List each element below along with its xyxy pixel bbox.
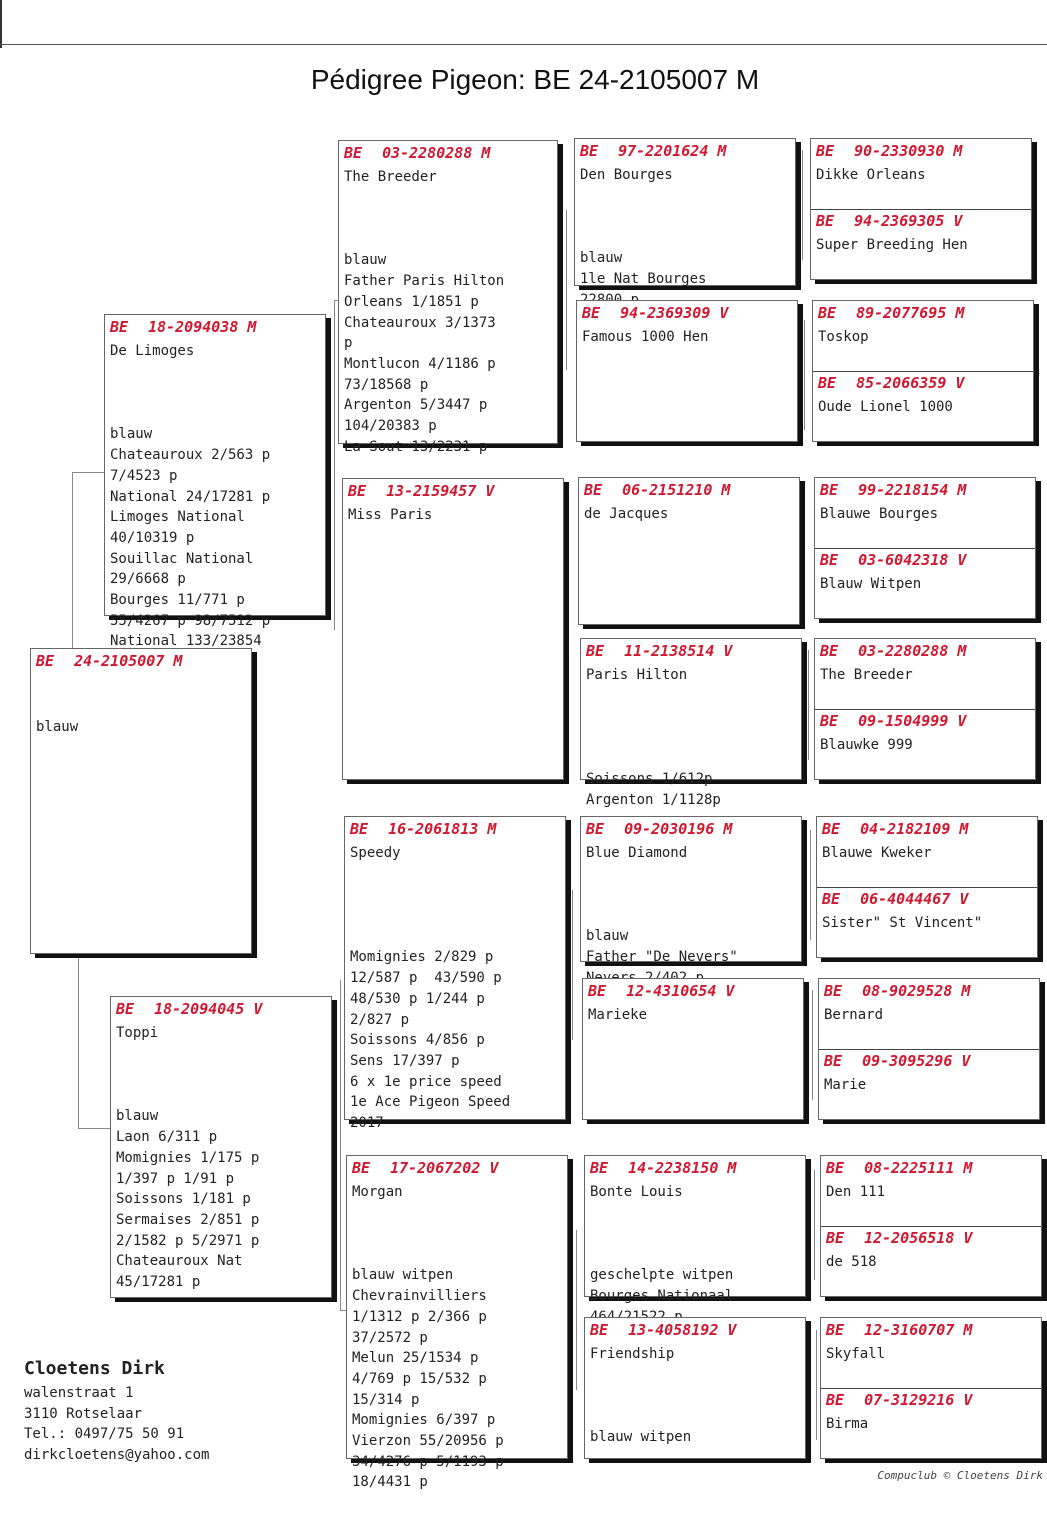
ring-number: BE 12-3160707 M bbox=[826, 1321, 973, 1339]
ring-number: BE 06-4044467 V bbox=[822, 890, 969, 908]
pigeon-name: de 518 bbox=[826, 1254, 877, 1270]
top-rule bbox=[0, 44, 1047, 45]
pigeon-name: Oude Lionel 1000 bbox=[818, 399, 953, 415]
pigeon-name: Blauwe Kweker bbox=[822, 845, 932, 861]
connector bbox=[802, 150, 803, 260]
pigeon-name: The Breeder bbox=[820, 667, 913, 683]
owner-city: 3110 Rotselaar bbox=[24, 1405, 143, 1422]
pigeon-name: De Limoges bbox=[110, 343, 195, 359]
connector bbox=[812, 990, 813, 1100]
ring-number: BE 94-2369309 V bbox=[582, 304, 729, 322]
connector bbox=[808, 650, 809, 760]
great-grandparent-card bbox=[574, 138, 796, 286]
connector bbox=[78, 1128, 112, 1129]
great-grandparent-card bbox=[578, 477, 800, 625]
divider bbox=[815, 709, 1035, 710]
ring-number: BE 18-2094038 M bbox=[110, 318, 257, 336]
ring-number: BE 08-9029528 M bbox=[824, 982, 971, 1000]
performance-lines: blauw Father "De Nevers" bbox=[586, 928, 738, 966]
pigeon-name: Blauw Witpen bbox=[820, 576, 922, 592]
divider bbox=[815, 548, 1035, 549]
gen5-pair-card bbox=[814, 477, 1036, 619]
ring-number: BE 04-2182109 M bbox=[822, 820, 969, 838]
gen5-pair-card bbox=[820, 1317, 1042, 1459]
pigeon-name: Den 111 bbox=[826, 1184, 886, 1200]
connector bbox=[814, 1170, 815, 1280]
performance-lines: blauw 1le Nat Bourges bbox=[580, 250, 707, 288]
ring-number: BE 12-2056518 V bbox=[826, 1229, 973, 1247]
performance-lines: blauw witpen bbox=[590, 1429, 692, 1446]
pigeon-name: Toskop bbox=[818, 329, 869, 345]
divider bbox=[821, 1388, 1041, 1389]
pigeon-name: de Jacques bbox=[584, 506, 669, 522]
ring-number: BE 11-2138514 V bbox=[586, 642, 733, 660]
pigeon-name: Paris Hilton bbox=[586, 667, 688, 683]
pigeon-name: Speedy bbox=[350, 845, 401, 861]
great-grandparent-card bbox=[580, 816, 802, 966]
divider bbox=[813, 371, 1033, 372]
connector bbox=[340, 980, 341, 1310]
pigeon-name: Bonte Louis bbox=[590, 1184, 683, 1200]
divider bbox=[811, 209, 1031, 210]
pigeon-name: Super Breeding Hen bbox=[816, 237, 968, 253]
performance-lines: Soissons 1/612p Argenton 1/1128p bbox=[586, 771, 721, 809]
pigeon-name: Dikke Orleans bbox=[816, 167, 926, 183]
pigeon-name: Toppi bbox=[116, 1025, 159, 1041]
performance-lines: blauw witpen Chevrainvilliers 1/1312 p 2/366 p 37/2572 p Melun 25/1534 p 4/769 p 15/532 p 15/314 p Momignies 6/397 p Vierzon 55/20956 p 34/4276 p 5/1193 p 18/4431 p bbox=[352, 1267, 504, 1491]
dam-card bbox=[110, 996, 332, 1298]
pigeon-name: The Breeder bbox=[344, 169, 437, 185]
owner-name: Cloetens Dirk bbox=[24, 1358, 165, 1379]
subject-lines: blauw bbox=[36, 719, 79, 735]
gen5-pair-card bbox=[820, 1155, 1042, 1297]
connector bbox=[816, 1330, 817, 1440]
grandparent-card bbox=[342, 478, 564, 780]
performance-lines: geschelpte witpen Bourges Nationaal bbox=[590, 1267, 734, 1305]
owner-phone: Tel.: 0497/75 50 91 bbox=[24, 1426, 185, 1442]
pigeon-name: Marie bbox=[824, 1077, 867, 1093]
top-left-bar bbox=[0, 0, 2, 48]
pigeon-name: Blauwe Bourges bbox=[820, 506, 939, 522]
connector bbox=[572, 890, 573, 1040]
ring-number: BE 09-1504999 V bbox=[820, 712, 967, 730]
ring-number: BE 99-2218154 M bbox=[820, 481, 967, 499]
pigeon-name: Sister" St Vincent" bbox=[822, 915, 983, 931]
ring-number: BE 03-2280288 M bbox=[344, 144, 491, 162]
divider bbox=[817, 887, 1037, 888]
divider bbox=[819, 1049, 1039, 1050]
ring-number: BE 16-2061813 M bbox=[350, 820, 497, 838]
ring-number: BE 06-2151210 M bbox=[584, 481, 731, 499]
great-grandparent-card bbox=[584, 1317, 806, 1459]
owner-email: dirkcloetens@yahoo.com bbox=[24, 1446, 210, 1463]
performance-lines: blauw Chateauroux 2/563 p 7/4523 p National 24/17281 p Limoges National 40/10319 p Souillac National 29/6668 p Bourges 11/771 p 55/4267 p 98/7512 p National 133/23854 bbox=[110, 426, 271, 650]
pigeon-name: Bernard bbox=[824, 1007, 884, 1023]
pigeon-name: Den Bourges bbox=[580, 167, 673, 183]
ring-number: BE 14-2238150 M bbox=[590, 1159, 737, 1177]
great-grandparent-card bbox=[584, 1155, 806, 1305]
ring-number: BE 13-2159457 V bbox=[348, 482, 495, 500]
pigeon-name: Skyfall bbox=[826, 1346, 886, 1362]
gen5-pair-card bbox=[812, 300, 1034, 442]
great-grandparent-card bbox=[576, 300, 798, 442]
pigeon-name: Blauwke 999 bbox=[820, 737, 913, 753]
divider bbox=[821, 1226, 1041, 1227]
ring-number: BE 97-2201624 M bbox=[580, 142, 727, 160]
connector bbox=[566, 540, 567, 710]
connector bbox=[334, 300, 335, 630]
connector bbox=[810, 830, 811, 940]
grandparent-card bbox=[346, 1155, 568, 1491]
pigeon-name: Famous 1000 Hen bbox=[582, 329, 709, 345]
ring-number: BE 09-3095296 V bbox=[824, 1052, 971, 1070]
ring-number: BE 85-2066359 V bbox=[818, 374, 965, 392]
connector bbox=[566, 210, 567, 370]
connector bbox=[804, 490, 805, 590]
subject-card bbox=[30, 648, 252, 954]
owner-street: walenstraat 1 bbox=[24, 1385, 134, 1401]
pigeon-name: Marieke bbox=[588, 1007, 648, 1023]
pigeon-name: Miss Paris bbox=[348, 507, 433, 523]
grandparent-card bbox=[344, 816, 566, 1132]
connector bbox=[72, 472, 73, 650]
performance-lines: blauw Laon 6/311 p Momignies 1/175 p 1/397 p 1/91 p Soissons 1/181 p Sermaises 2/851 p 2/1582 p 5/2971 p Chateauroux Nat 45/17281 p bbox=[116, 1108, 260, 1291]
great-grandparent-card bbox=[582, 978, 804, 1120]
great-grandparent-card bbox=[580, 638, 802, 809]
ring-number: BE 89-2077695 M bbox=[818, 304, 965, 322]
connector bbox=[576, 1230, 577, 1390]
ring-number: BE 08-2225111 M bbox=[826, 1159, 973, 1177]
pigeon-name: Friendship bbox=[590, 1346, 675, 1362]
ring-number: BE 13-4058192 V bbox=[590, 1321, 737, 1339]
gen5-pair-card bbox=[814, 638, 1036, 780]
gen5-pair-card bbox=[818, 978, 1040, 1120]
gen5-pair-card bbox=[816, 816, 1038, 958]
ring-number: BE 90-2330930 M bbox=[816, 142, 963, 160]
ring-number: BE 09-2030196 M bbox=[586, 820, 733, 838]
connector bbox=[72, 472, 108, 473]
pigeon-name: Morgan bbox=[352, 1184, 403, 1200]
ring-number: BE 03-6042318 V bbox=[820, 551, 967, 569]
ring-number: BE 03-2280288 M bbox=[820, 642, 967, 660]
connector bbox=[78, 958, 79, 1128]
pigeon-name: Birma bbox=[826, 1416, 869, 1432]
grandparent-card bbox=[338, 140, 558, 455]
ring-number: BE 24-2105007 M bbox=[36, 652, 183, 670]
pigeon-name: Blue Diamond bbox=[586, 845, 688, 861]
performance-lines: Momignies 2/829 p 12/587 p 43/590 p 48/530 p 1/244 p 2/827 p Soissons 4/856 p Sens 17/397 p 6 x 1e price speed 1e Ace Pigeon Speed 2017 bbox=[350, 949, 511, 1132]
performance-lines: blauw Father Paris Hilton Orleans 1/1851 p Chateauroux 3/1373 p Montlucon 4/1186 p 73/18568 p Argenton 5/3447 p 104/20383 p La Sout 13/2231 p bbox=[344, 252, 505, 455]
page-title: Pédigree Pigeon: BE 24-2105007 M bbox=[310, 64, 760, 95]
owner-block bbox=[24, 1358, 209, 1465]
ring-number: BE 94-2369305 V bbox=[816, 212, 963, 230]
ring-number: BE 17-2067202 V bbox=[352, 1159, 499, 1177]
sire-card bbox=[104, 314, 326, 650]
ring-number: BE 07-3129216 V bbox=[826, 1391, 973, 1409]
gen5-pair-card bbox=[810, 138, 1032, 280]
connector bbox=[804, 320, 805, 430]
footer-credit: Compuclub © Cloetens Dirk bbox=[877, 1469, 1043, 1482]
ring-number: BE 12-4310654 V bbox=[588, 982, 735, 1000]
ring-number: BE 18-2094045 V bbox=[116, 1000, 263, 1018]
